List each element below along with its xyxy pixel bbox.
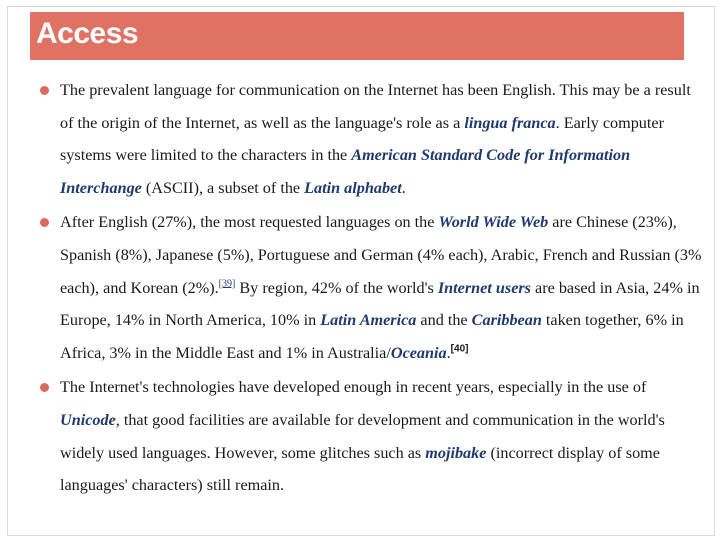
citation-39[interactable]: [39] (218, 278, 236, 290)
text-run: The Internet's technologies have developed enough in recent years, especially in the use of (60, 378, 647, 397)
slide-title: Access (36, 17, 139, 50)
text-run: . (401, 178, 406, 197)
citation-40[interactable]: [40] (450, 343, 469, 355)
link-latin-alphabet[interactable]: Latin alphabet (304, 178, 402, 197)
link-lingua-franca[interactable]: lingua franca (464, 113, 556, 132)
text-run: . Early computer systems were limited to the characters in the (60, 113, 664, 165)
link-internet-users[interactable]: Internet users (437, 278, 531, 297)
link-world-wide-web[interactable]: World Wide Web (438, 213, 549, 232)
text-run: and the (416, 311, 472, 330)
title-bar (30, 12, 684, 60)
link-caribbean[interactable]: Caribbean (471, 311, 542, 330)
link-mojibake[interactable]: mojibake (425, 443, 487, 462)
slide-body (40, 74, 708, 504)
link-oceania[interactable]: Oceania (390, 343, 447, 362)
bullet-icon (40, 218, 49, 227)
text-run: By region, 42% of the world's (235, 278, 438, 297)
text-run: are based in Asia, 24% in Europe, 14% in North America, 10% in (60, 278, 700, 330)
bullet-icon (40, 86, 49, 95)
text-run: are Chinese (23%), Spanish (8%), Japanese (5%), Portuguese and German (4% each), Arabic, French and Russian (3% each), and Korean (2%). (60, 213, 702, 297)
link-unicode[interactable]: Unicode (60, 410, 116, 429)
text-run: taken together, 6% in Africa, 3% in the Middle East and 1% in Australia/ (60, 311, 684, 362)
text-run: , that good facilities are available for development and communication in the world's widely used languages. However, some glitches such as (60, 410, 665, 462)
text-run: (ASCII), a subset of the (141, 178, 305, 197)
bullet-icon (40, 383, 49, 392)
text-run: The prevalent language for communication on the Internet has been English. This may be a result of the origin of the Internet, as well as the language's role as a (60, 81, 691, 132)
text-run: . (446, 343, 451, 362)
bullet-paragraph-3 (40, 371, 708, 501)
link-latin-america[interactable]: Latin America (320, 311, 417, 330)
link-ascii[interactable]: American Standard Code for Information Interchange (60, 146, 631, 197)
bullet-paragraph-2 (40, 206, 708, 369)
bullet-paragraph-1 (40, 74, 708, 204)
text-run: After English (27%), the most requested languages on the (60, 213, 439, 232)
text-run: (incorrect display of some languages' characters) still remain. (60, 443, 660, 495)
